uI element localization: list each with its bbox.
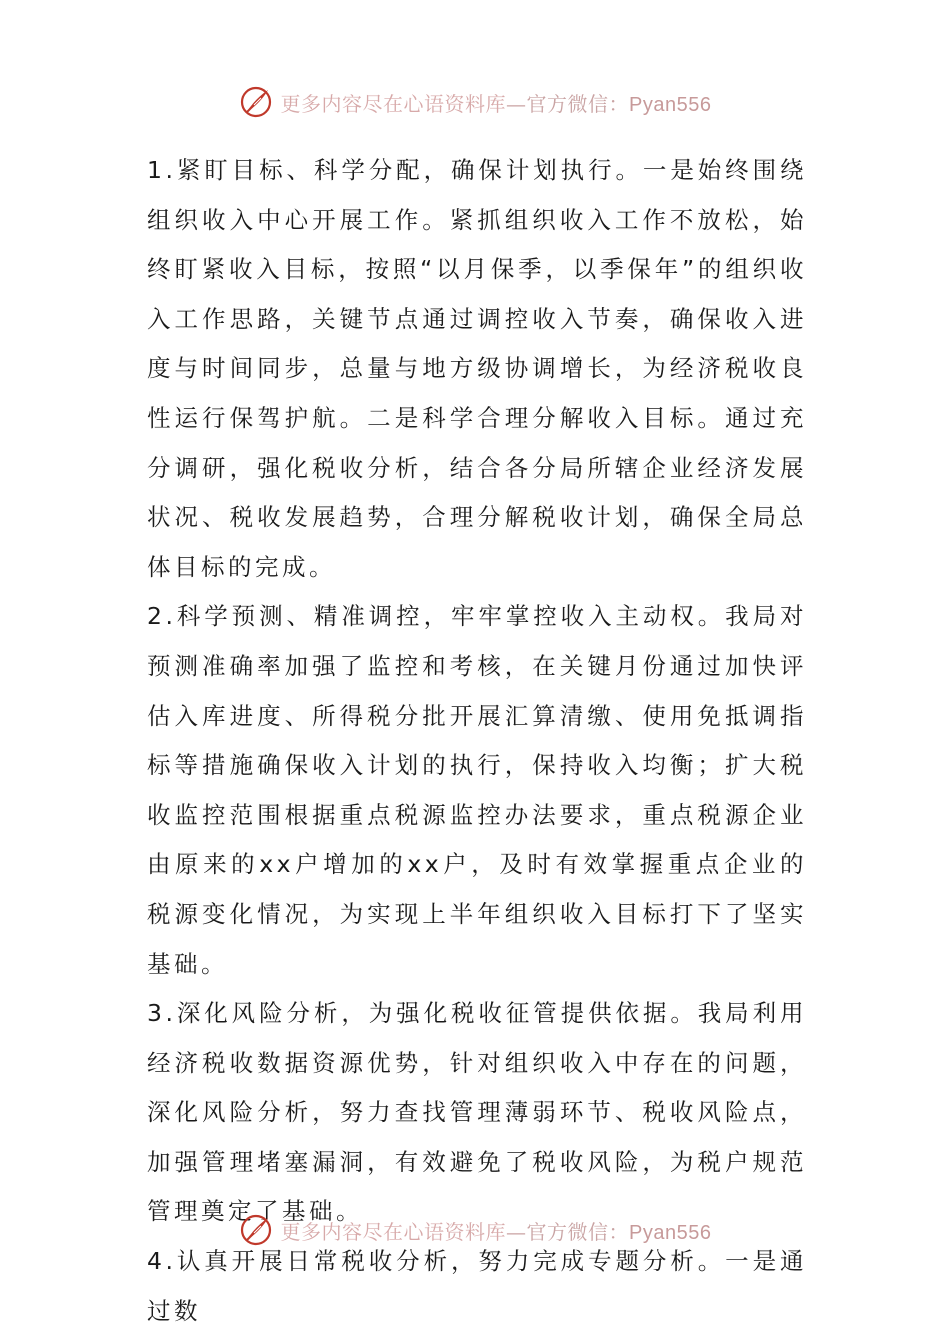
footer-watermark-banner xyxy=(0,1210,950,1250)
header-watermark-banner xyxy=(0,82,950,122)
watermark-text xyxy=(281,1216,712,1245)
paragraph-4: 4.认真开展日常税收分析，努力完成专题分析。一是通过数 xyxy=(147,1247,807,1325)
watermark-text xyxy=(281,88,712,117)
watermark-wechat-id: Pyan556 xyxy=(629,93,712,116)
watermark-main-text: 更多内容尽在心语资料库 xyxy=(280,1219,507,1244)
watermark-wechat-id: Pyan556 xyxy=(629,1221,712,1244)
watermark-label: 官方微信： xyxy=(526,91,630,116)
paragraph-3: 3.深化风险分析，为强化税收征管提供依据。我局利用经济税收数据资源优势，针对组织收入中存在的问题，深化风险分析，努力查找管理薄弱环节、税收风险点，加强管理堵塞漏洞，有效避免了税收风险，为税户规范管理奠定了基础。 xyxy=(147,999,807,1226)
watermark-main-text: 更多内容尽在心语资料库 xyxy=(280,91,507,116)
paragraph-2: 2.科学预测、精准调控，牢牢掌控收入主动权。我局对预测准确率加强了监控和考核，在关键月份通过加快评估入库进度、所得税分批开展汇算清缴、使用免抵调指标等措施确保收入计划的执行，保持收入均衡；扩大税收监控范围根据重点税源监控办法要求，重点税源企业由原来的xx户增加的xx户，及时有效掌握重点企业的税源变化情况，为实现上半年组织收入目标打下了坚实基础。 xyxy=(147,602,807,978)
watermark-dash: — xyxy=(506,1219,527,1244)
paragraph-1: 1.紧盯目标、科学分配，确保计划执行。一是始终围绕组织收入中心开展工作。紧抓组织收入工作不放松，始终盯紧收入目标，按照“以月保季，以季保年”的组织收入工作思路，关键节点通过调控收入节奏，确保收入进度与时间同步，总量与地方级协调增长，为经济税收良性运行保驾护航。二是科学合理分解收入目标。通过充分调研，强化税收分析，结合各分局所辖企业经济发展状况、税收发展趋势，合理分解税收计划，确保全局总体目标的完成。 xyxy=(147,156,807,581)
quill-pen-logo-icon xyxy=(239,1213,273,1247)
watermark-label: 官方微信： xyxy=(526,1219,630,1244)
quill-pen-logo-icon xyxy=(239,85,273,119)
document-body xyxy=(147,146,807,1336)
watermark-dash: — xyxy=(506,91,527,116)
